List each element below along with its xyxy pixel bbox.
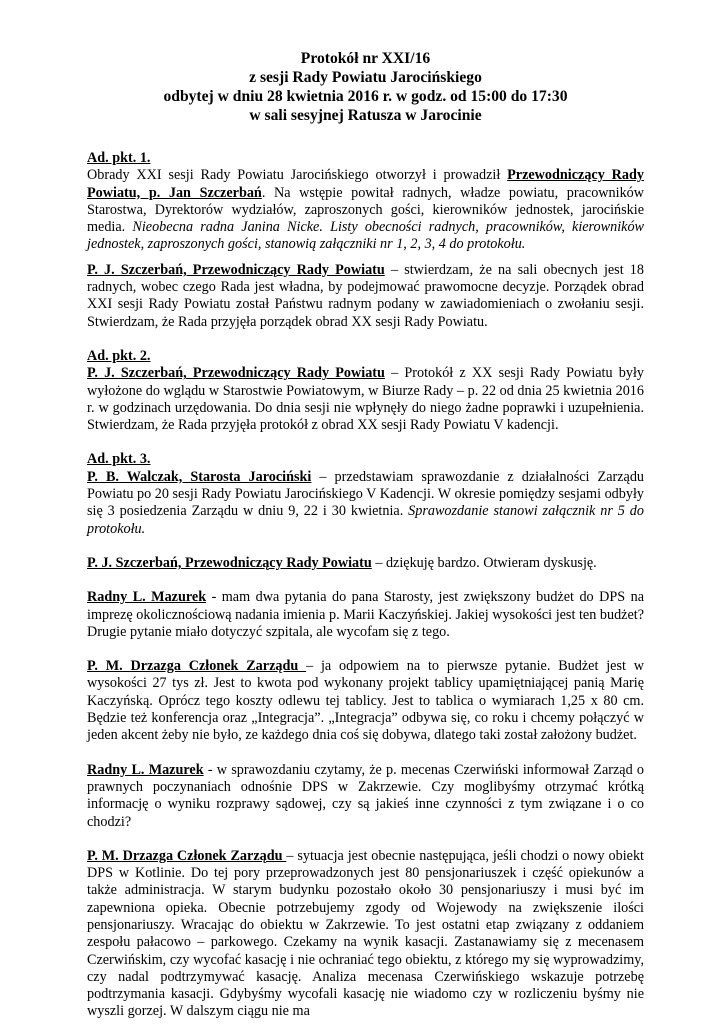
speaker-name: Radny L. Mazurek <box>87 589 207 606</box>
document-title <box>87 49 644 125</box>
paragraph-text: . Na wstępie powitał radnych, władze powiatu, pracowników Starostwa, Dyrektorów wydziałów, zaproszonych gości, kierowników jednostek, jarocińskie media. <box>87 184 645 236</box>
speaker-name: P. J. Szczerbań, Przewodniczący Rady Powiatu <box>87 554 372 571</box>
italic-note: Nieobecna radna Janina Nicke. Listy obecności radnych, pracowników, kierowników jednostek, zaproszonych gości, stanowią załączniki nr 1, 2, 3, 4 do protokołu. <box>87 219 644 253</box>
speaker-name: Przewodniczący Rady Powiatu, p. Jan Szczerbań <box>87 167 644 201</box>
speaker-name: P. M. Drzazga Członek Zarządu <box>87 847 287 864</box>
paragraph-text: – Protokół z XX sesji Rady Powiatu były wyłożone do wglądu w Starostwie Powiatowym, w Biurze Rady – p. 22 od dnia 25 kwietnia 2016 r. w godzinach urzędowania. Do dnia sesji nie wpłynęły do niego żadne poprawki i uzupełnienia. Stwierdzam, że Rada przyjęła protokół z obrad XX sesji Rady Powiatu V kadencji. <box>87 365 644 434</box>
italic-note: Sprawozdanie stanowi załącznik nr 5 do protokołu. <box>87 503 644 537</box>
paragraph-pkt3-mazurek-1 <box>87 589 644 641</box>
speaker-name: P. M. Drzazga Członek Zarządu <box>87 658 307 675</box>
section-heading-pkt2: Ad. pkt. 2. <box>87 347 151 364</box>
speaker-name: P. J. Szczerbań, Przewodniczący Rady Powiatu <box>87 365 385 382</box>
paragraph-text: – dziękuję bardzo. Otwieram dyskusję. <box>371 554 597 571</box>
speaker-name: Radny L. Mazurek <box>87 761 204 778</box>
title-line-4: w sali sesyjnej Ratusza w Jarocinie <box>249 107 482 124</box>
protocol-page <box>87 49 644 1021</box>
paragraph-text: – stwierdzam, że na sali obecnych jest 18 radnych, wobec czego Rada jest władna, by podejmować prawomocne decyzje. Porządek obrad XXI sesji Rady Powiatu został Państwu radnym podany w zawiadomieniach o zwołaniu sesji. Stwierdzam, że Rada przyjęła porządek obrad XX sesji Rady Powiatu. <box>87 261 644 330</box>
title-line-2: z sesji Rady Powiatu Jarocińskiego <box>249 69 482 86</box>
paragraph-text: Obrady XXI sesji Rady Powiatu Jarocińskiego otworzył i prowadził <box>87 167 508 184</box>
paragraph-pkt3-drzazga-1 <box>87 658 644 744</box>
paragraph-pkt1-quorum <box>87 262 644 331</box>
paragraph-text: – przedstawiam sprawozdanie z działalności Zarządu Powiatu po 20 sesji Rady Powiatu Jarocińskiego V Kadencji. W okresie pomiędzy sesjami odbyły się 3 posiedzenia Zarządu w dniu 9, 22 i 30 kwietnia. <box>87 468 645 520</box>
paragraph-text: – sytuacja jest obecnie następująca, jeśli chodzi o nowy obiekt DPS w Kotlinie. Do tej pory przeprowadzonych jest 80 pensjonariuszek i część opiekunów a także administracja. W starym budynku pozostało około 30 pensjonariuszy i musi być im zapewniona opieka. Obecnie potrzebujemy zgody od Wojewody na zwiększenie ilości pensjonariuszy. Wracając do obiektu w Zakrzewie. To jest ostatni etap związany z oddaniem zespołu pałacowo – parkowego. Czekamy na wynik kasacji. Zastanawiamy się z mecenasem Czerwińskim, czy wycofać kasację i nie ochraniać tego obiektu, z którego my się wyprowadzimy, czy nadal podtrzymywać kasację. Analiza mecenasa Czerwińskiego wskazuje potrzebę podtrzymania kasacji. Gdybyśmy wycofali kasację nie wiadomo czy w rozliczeniu byśmy nie wyszli gorzej. W dalszym ciągu nie ma <box>87 847 644 1020</box>
section-heading-pkt3: Ad. pkt. 3. <box>87 451 151 468</box>
speaker-name: P. B. Walczak, Starosta Jarociński <box>87 468 312 485</box>
paragraph-text: - mam dwa pytania do pana Starosty, jest zwiększony budżet do DPS na imprezę okolicznościową nadania imienia p. Marii Kaczyńskiej. Jakiej wysokości jest ten budżet? Drugie pytanie miało dotyczyć szpitala, ale wycofam się z tego. <box>87 589 645 640</box>
title-line-1: Protokół nr XXI/16 <box>300 50 431 67</box>
title-line-3: odbytej w dniu 28 kwietnia 2016 r. w godz. od 15:00 do 17:30 <box>163 88 568 105</box>
paragraph-pkt3-discussion <box>87 555 644 572</box>
paragraph-pkt1-opening <box>87 167 644 253</box>
section-heading-pkt1: Ad. pkt. 1. <box>87 150 151 166</box>
paragraph-pkt2 <box>87 365 644 434</box>
paragraph-pkt3-report <box>87 469 644 538</box>
paragraph-text: - w sprawozdaniu czytamy, że p. mecenas Czerwiński informował Zarząd o prawnych poczynaniach odnośnie DPS w Zakrzewie. Czy moglibyśmy otrzymać krótką informację o wyniku rozprawy sądowej, czy są jakieś inne czynności z tym związane i o co chodzi? <box>87 761 645 830</box>
speaker-name: P. J. Szczerbań, Przewodniczący Rady Powiatu <box>87 261 385 278</box>
paragraph-pkt3-mazurek-2 <box>87 762 644 831</box>
paragraph-pkt3-drzazga-2 <box>87 848 644 1021</box>
paragraph-text: – ja odpowiem na to pierwsze pytanie. Budżet jest w wysokości 27 tys zł. Jest to kwota pod wykonany projekt tablicy upamiętniającej panią Marię Kaczyńską. Oprócz tego koszty odlewu tej tablicy. Jest to tablica o wymiarach 1,25 x 80 cm. Będzie też konferencja oraz „Integracja”. „Integracja” odbywa się, co roku i chcemy połączyć w jeden akcent żeby nie było, ze każdego dnia coś się dobywa, dlatego taki został założony budżet. <box>87 658 645 744</box>
